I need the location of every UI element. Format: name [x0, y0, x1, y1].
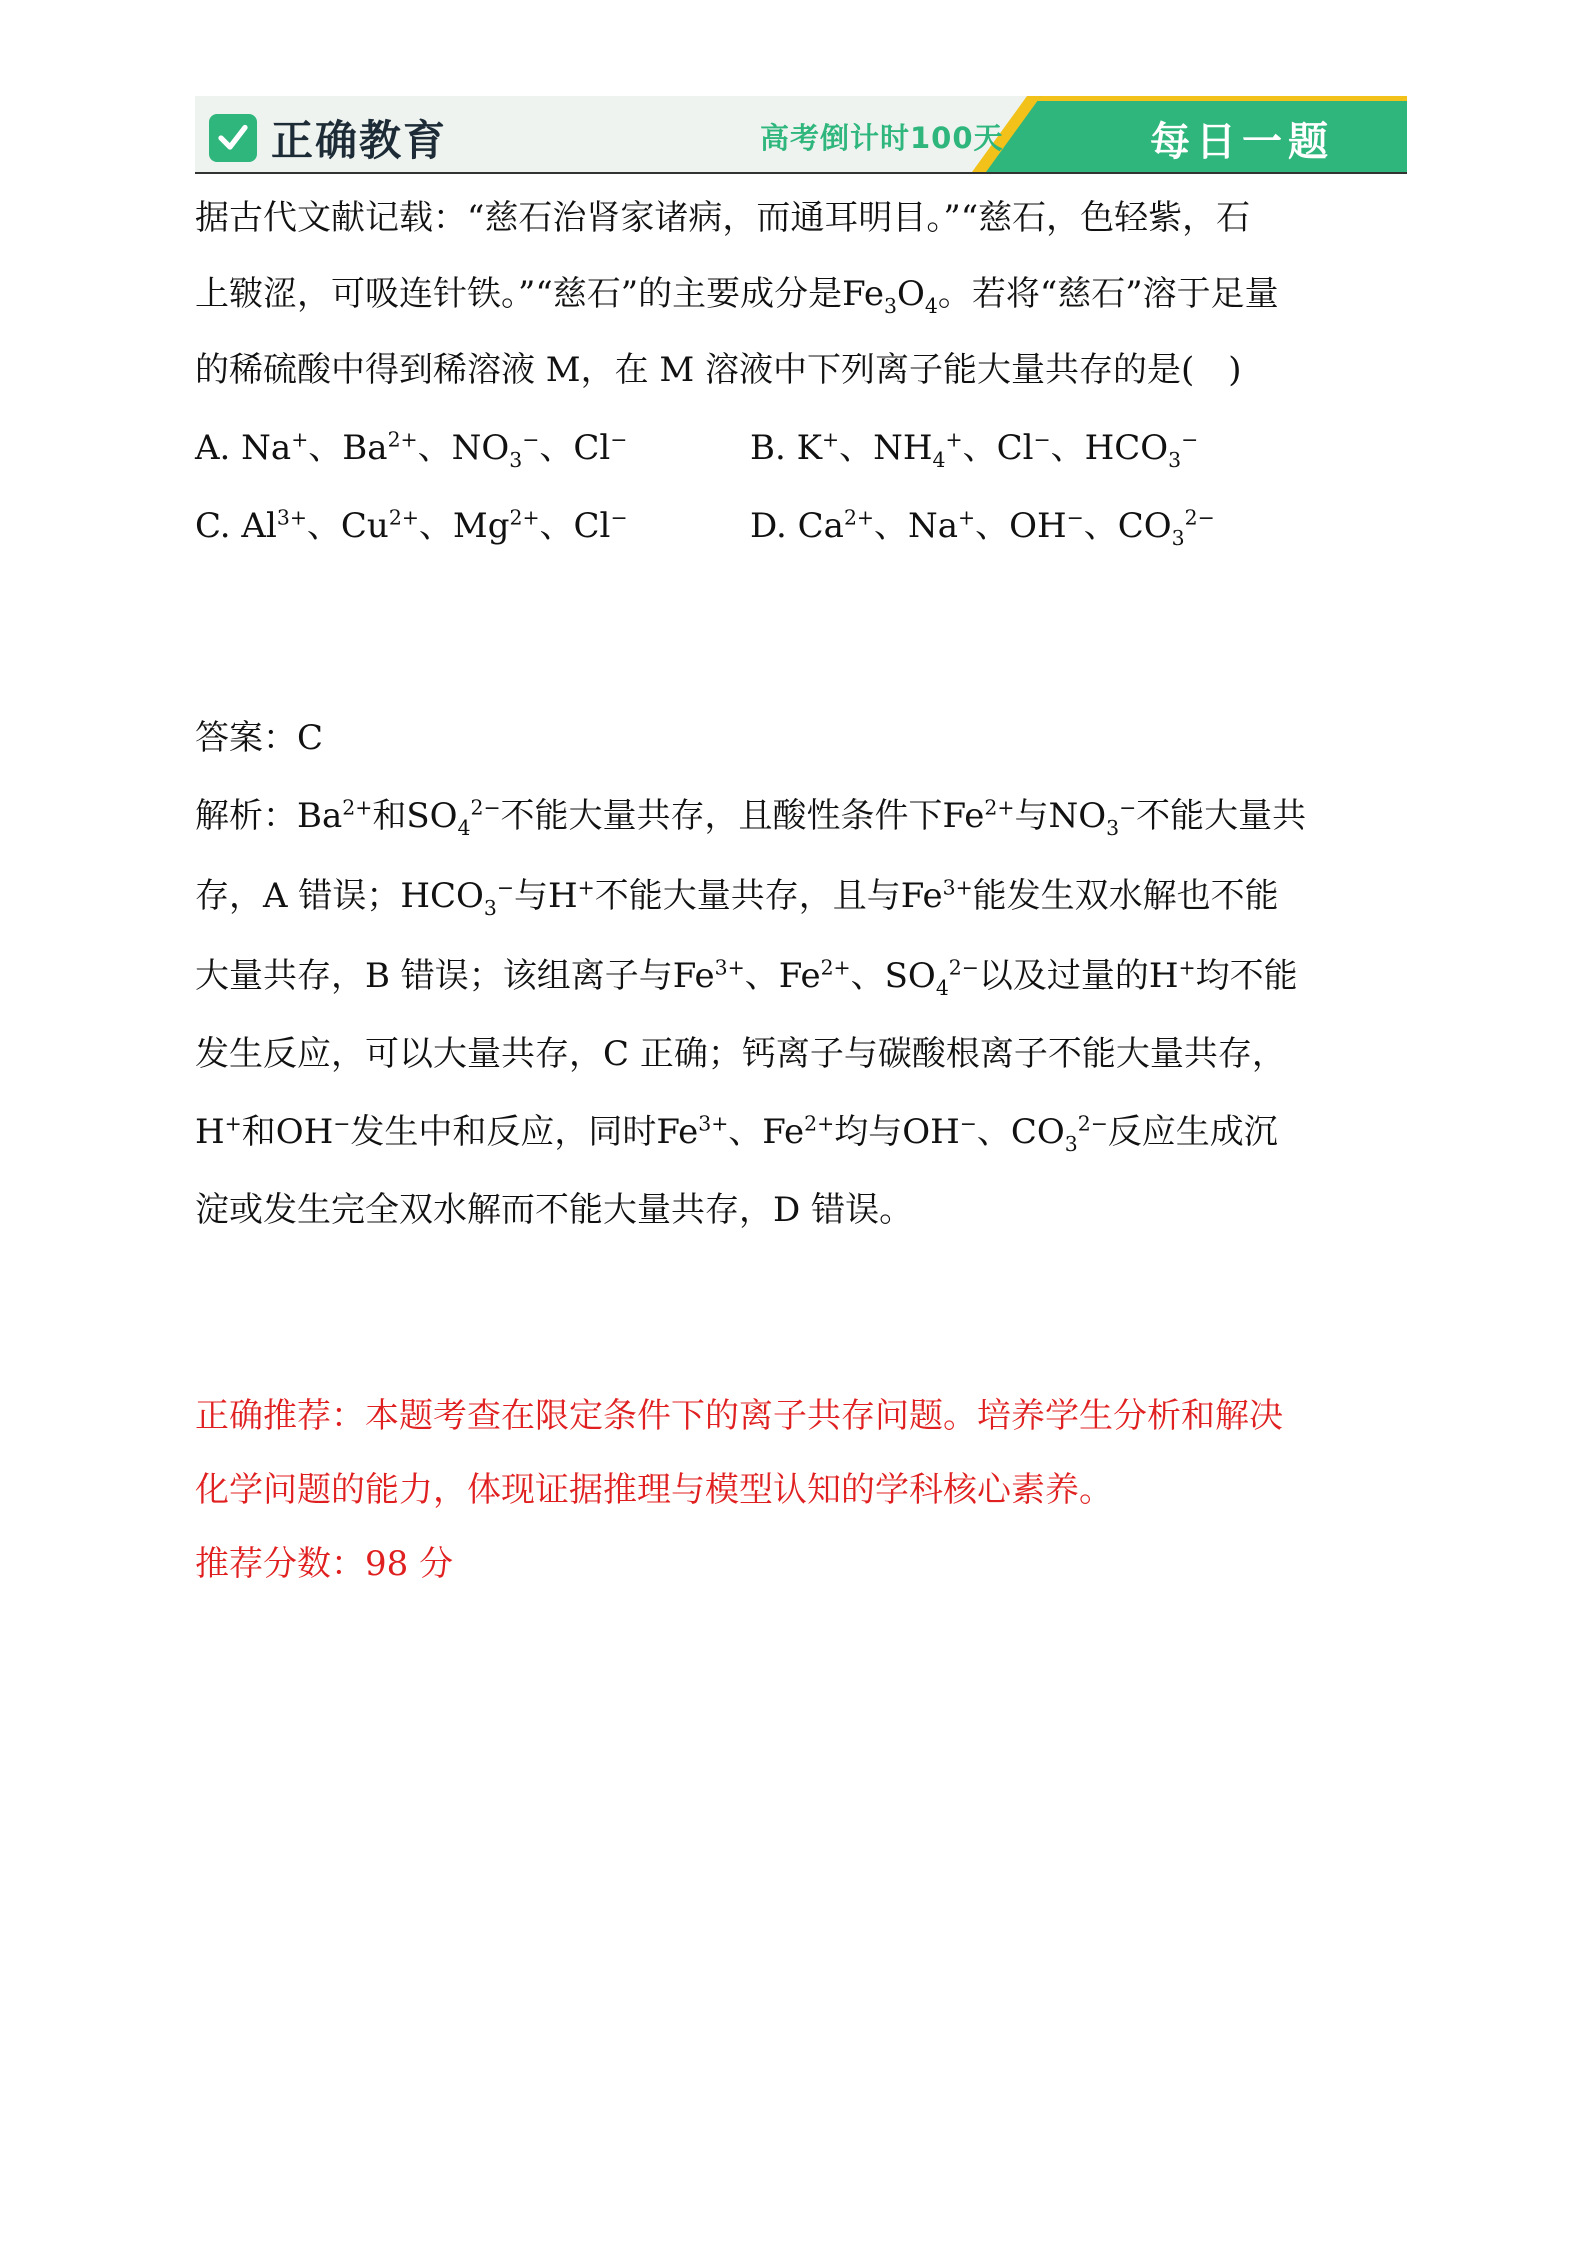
analysis-line-5: H+和OH−发生中和反应，同时$Fe^{3+}$、$Fe^{2+}$均与OH−、$CO_3^{2-}$反应生成沉	[195, 1111, 1278, 1156]
analysis-line-2: 存，A 错误；$HCO_3^-$与H+不能大量共存，且与$Fe^{3+}$能发生双水解也不能	[195, 875, 1279, 920]
analysis-line-6: 淀或发生完全双水解而不能大量共存，D 错误。	[195, 1190, 914, 1230]
check-icon	[209, 114, 257, 162]
question-line-2-text-b: 。若将“慈石”溶于足量	[937, 274, 1279, 314]
question-line-3: 的稀硫酸中得到稀溶液 M，在 M 溶液中下列离子能大量共存的是( )	[195, 350, 1242, 390]
brand-name: 正确教育	[271, 116, 448, 165]
brand-logo	[209, 108, 447, 168]
question-line-1: 据古代文献记载：“慈石治肾家诸病，而通耳明目。”“慈石，色轻紫，石	[195, 198, 1251, 238]
daily-question-label: 每日一题	[1150, 119, 1334, 165]
option-d: D. $Ca^{2+}$、Na+、OH−、$CO_3^{2-}$	[750, 505, 1215, 550]
answer-line: 答案：C	[195, 718, 324, 758]
recommend-score: 推荐分数：98 分	[195, 1544, 454, 1584]
question-line-2	[195, 266, 1279, 318]
countdown-text: 高考倒计时100天	[760, 121, 1004, 155]
option-a: A. Na+、$Ba^{2+}$、$NO_3^-$、Cl−	[195, 427, 628, 472]
analysis-prefix: 解析：	[195, 796, 297, 836]
question-line-2-text-a: 上皲涩，可吸连针铁。”“慈石”的主要成分是	[195, 274, 843, 314]
header-divider	[195, 172, 1407, 174]
analysis-line-3: 大量共存，B 错误；该组离子与$Fe^{3+}$、$Fe^{2+}$、$SO_4^{2-}$以及过量的H+均不能	[195, 955, 1298, 1000]
header-banner	[195, 96, 1407, 172]
formula-fe3o4: $Fe_3O_4$	[842, 274, 938, 318]
analysis-line-1: 解析：$Ba^{2+}$和$SO_4^{2-}$不能大量共存，且酸性条件下$Fe^{2+}$与$NO_3^-$不能大量共	[195, 795, 1307, 840]
recommend-line-1: 正确推荐：本题考查在限定条件下的离子共存问题。培养学生分析和解决	[195, 1396, 1283, 1436]
option-b: B. K+、$NH_4^+$、Cl−、$HCO_3^-$	[750, 427, 1199, 472]
analysis-line-4: 发生反应，可以大量共存，C 正确；钙离子与碳酸根离子不能大量共存，	[195, 1034, 1286, 1074]
recommend-line-2: 化学问题的能力，体现证据推理与模型认知的学科核心素养。	[195, 1470, 1113, 1510]
option-c: C. $Al^{3+}$、$Cu^{2+}$、$Mg^{2+}$、Cl−	[195, 505, 628, 546]
